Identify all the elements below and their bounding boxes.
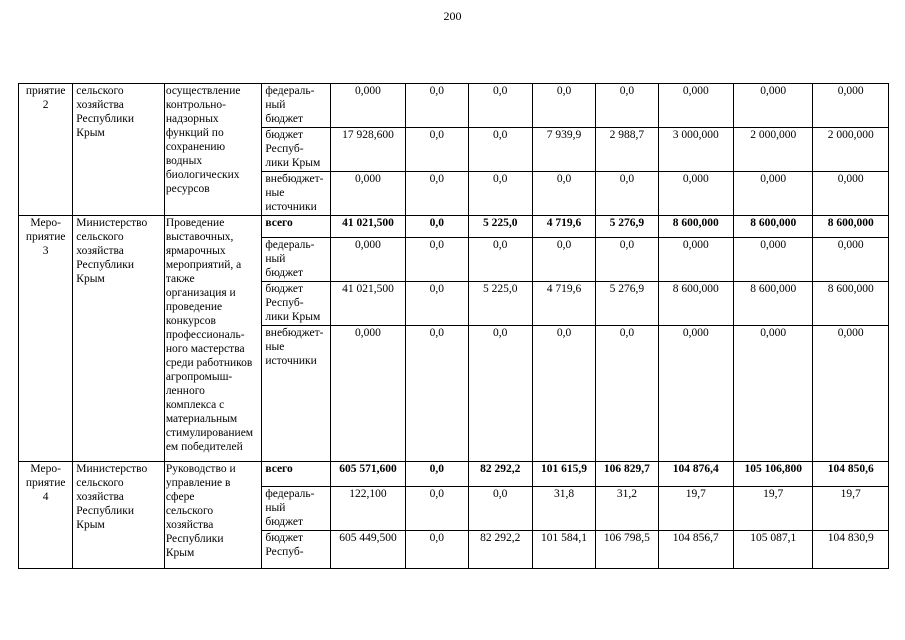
amount-cell: 0,0 bbox=[406, 282, 468, 326]
amount-cell: 8 600,000 bbox=[658, 216, 733, 238]
amount-cell: 8 600,000 bbox=[734, 216, 813, 238]
amount-cell: 104 850,6 bbox=[813, 462, 889, 487]
amount-cell: 0,000 bbox=[658, 326, 733, 462]
amount-cell: 2 000,000 bbox=[734, 128, 813, 172]
amount-cell: 2 988,7 bbox=[596, 128, 658, 172]
executor-cell: Министерство сельского хозяйства Республики Крым bbox=[73, 216, 165, 462]
amount-cell: 0,0 bbox=[596, 172, 658, 216]
funding-source-cell: бюджет Респуб- лики Крым bbox=[262, 282, 330, 326]
funding-source-cell: внебюджет- ные источники bbox=[262, 172, 330, 216]
funding-source-cell: внебюджет- ные источники bbox=[262, 326, 330, 462]
amount-cell: 0,0 bbox=[468, 172, 532, 216]
funding-source-cell: бюджет Респуб- bbox=[262, 531, 330, 569]
amount-cell: 0,0 bbox=[468, 487, 532, 531]
amount-cell: 17 928,600 bbox=[330, 128, 405, 172]
amount-cell: 4 719,6 bbox=[532, 216, 595, 238]
amount-cell: 0,0 bbox=[406, 128, 468, 172]
funding-source-cell: федераль- ный бюджет bbox=[262, 238, 330, 282]
page-number: 200 bbox=[443, 9, 462, 23]
amount-cell: 104 856,7 bbox=[658, 531, 733, 569]
amount-cell: 7 939,9 bbox=[532, 128, 595, 172]
amount-cell: 0,000 bbox=[658, 84, 733, 128]
amount-cell: 19,7 bbox=[813, 487, 889, 531]
amount-cell: 104 876,4 bbox=[658, 462, 733, 487]
funding-source-cell: федераль- ный бюджет bbox=[262, 487, 330, 531]
amount-cell: 5 225,0 bbox=[468, 216, 532, 238]
amount-cell: 82 292,2 bbox=[468, 531, 532, 569]
amount-cell: 0,000 bbox=[658, 172, 733, 216]
amount-cell: 0,0 bbox=[596, 238, 658, 282]
amount-cell: 8 600,000 bbox=[813, 216, 889, 238]
amount-cell: 3 000,000 bbox=[658, 128, 733, 172]
amount-cell: 0,0 bbox=[596, 326, 658, 462]
amount-cell: 0,0 bbox=[406, 462, 468, 487]
description-cell: Руководство и управление в сфере сельского хозяйства Республики Крым bbox=[164, 462, 262, 569]
amount-cell: 0,0 bbox=[406, 238, 468, 282]
amount-cell: 0,000 bbox=[734, 84, 813, 128]
event-cell: Меро- приятие 3 bbox=[19, 216, 73, 462]
table-row bbox=[19, 84, 889, 128]
amount-cell: 105 087,1 bbox=[734, 531, 813, 569]
amount-cell: 605 571,600 bbox=[330, 462, 405, 487]
funding-source-cell: всего bbox=[262, 462, 330, 487]
amount-cell: 0,0 bbox=[532, 326, 595, 462]
amount-cell: 31,8 bbox=[532, 487, 595, 531]
amount-cell: 2 000,000 bbox=[813, 128, 889, 172]
description-cell: Проведение выставочных, ярмарочных мероприятий, а также организация и проведение конкурсов профессиональ- ного мастерства среди работников агропромыш- ленного комплекса с материальным стимулированием ем победителей bbox=[164, 216, 262, 462]
event-cell: приятие 2 bbox=[19, 84, 73, 216]
description-cell: осуществление контрольно- надзорных функций по сохранению водных биологических ресурсов bbox=[164, 84, 262, 216]
funding-source-cell: федераль- ный бюджет bbox=[262, 84, 330, 128]
amount-cell: 0,000 bbox=[330, 326, 405, 462]
amount-cell: 19,7 bbox=[734, 487, 813, 531]
amount-cell: 0,0 bbox=[406, 172, 468, 216]
amount-cell: 41 021,500 bbox=[330, 216, 405, 238]
amount-cell: 122,100 bbox=[330, 487, 405, 531]
amount-cell: 5 225,0 bbox=[468, 282, 532, 326]
amount-cell: 0,000 bbox=[734, 238, 813, 282]
amount-cell: 0,0 bbox=[532, 172, 595, 216]
amount-cell: 0,000 bbox=[734, 326, 813, 462]
amount-cell: 0,0 bbox=[406, 84, 468, 128]
amount-cell: 0,000 bbox=[658, 238, 733, 282]
amount-cell: 0,0 bbox=[468, 238, 532, 282]
executor-cell: Министерство сельского хозяйства Республики Крым bbox=[73, 462, 165, 569]
amount-cell: 0,000 bbox=[330, 172, 405, 216]
amount-cell: 605 449,500 bbox=[330, 531, 405, 569]
funding-source-cell: бюджет Респуб- лики Крым bbox=[262, 128, 330, 172]
amount-cell: 8 600,000 bbox=[734, 282, 813, 326]
amount-cell: 0,0 bbox=[532, 238, 595, 282]
amount-cell: 101 584,1 bbox=[532, 531, 595, 569]
amount-cell: 4 719,6 bbox=[532, 282, 595, 326]
amount-cell: 5 276,9 bbox=[596, 216, 658, 238]
amount-cell: 5 276,9 bbox=[596, 282, 658, 326]
amount-cell: 106 829,7 bbox=[596, 462, 658, 487]
amount-cell: 41 021,500 bbox=[330, 282, 405, 326]
amount-cell: 8 600,000 bbox=[658, 282, 733, 326]
amount-cell: 0,0 bbox=[406, 326, 468, 462]
budget-table bbox=[18, 83, 889, 569]
amount-cell: 82 292,2 bbox=[468, 462, 532, 487]
amount-cell: 19,7 bbox=[658, 487, 733, 531]
amount-cell: 0,0 bbox=[468, 128, 532, 172]
amount-cell: 0,000 bbox=[813, 172, 889, 216]
amount-cell: 0,000 bbox=[813, 84, 889, 128]
event-cell: Меро- приятие 4 bbox=[19, 462, 73, 569]
amount-cell: 0,000 bbox=[813, 326, 889, 462]
amount-cell: 8 600,000 bbox=[813, 282, 889, 326]
amount-cell: 105 106,800 bbox=[734, 462, 813, 487]
amount-cell: 0,0 bbox=[468, 84, 532, 128]
table-row bbox=[19, 216, 889, 238]
amount-cell: 106 798,5 bbox=[596, 531, 658, 569]
amount-cell: 0,000 bbox=[734, 172, 813, 216]
amount-cell: 0,000 bbox=[330, 84, 405, 128]
amount-cell: 0,0 bbox=[406, 531, 468, 569]
table-row bbox=[19, 462, 889, 487]
amount-cell: 0,0 bbox=[406, 487, 468, 531]
amount-cell: 101 615,9 bbox=[532, 462, 595, 487]
amount-cell: 0,000 bbox=[330, 238, 405, 282]
amount-cell: 0,0 bbox=[406, 216, 468, 238]
amount-cell: 0,0 bbox=[596, 84, 658, 128]
amount-cell: 31,2 bbox=[596, 487, 658, 531]
amount-cell: 0,000 bbox=[813, 238, 889, 282]
amount-cell: 0,0 bbox=[532, 84, 595, 128]
funding-source-cell: всего bbox=[262, 216, 330, 238]
executor-cell: сельского хозяйства Республики Крым bbox=[73, 84, 165, 216]
amount-cell: 104 830,9 bbox=[813, 531, 889, 569]
amount-cell: 0,0 bbox=[468, 326, 532, 462]
